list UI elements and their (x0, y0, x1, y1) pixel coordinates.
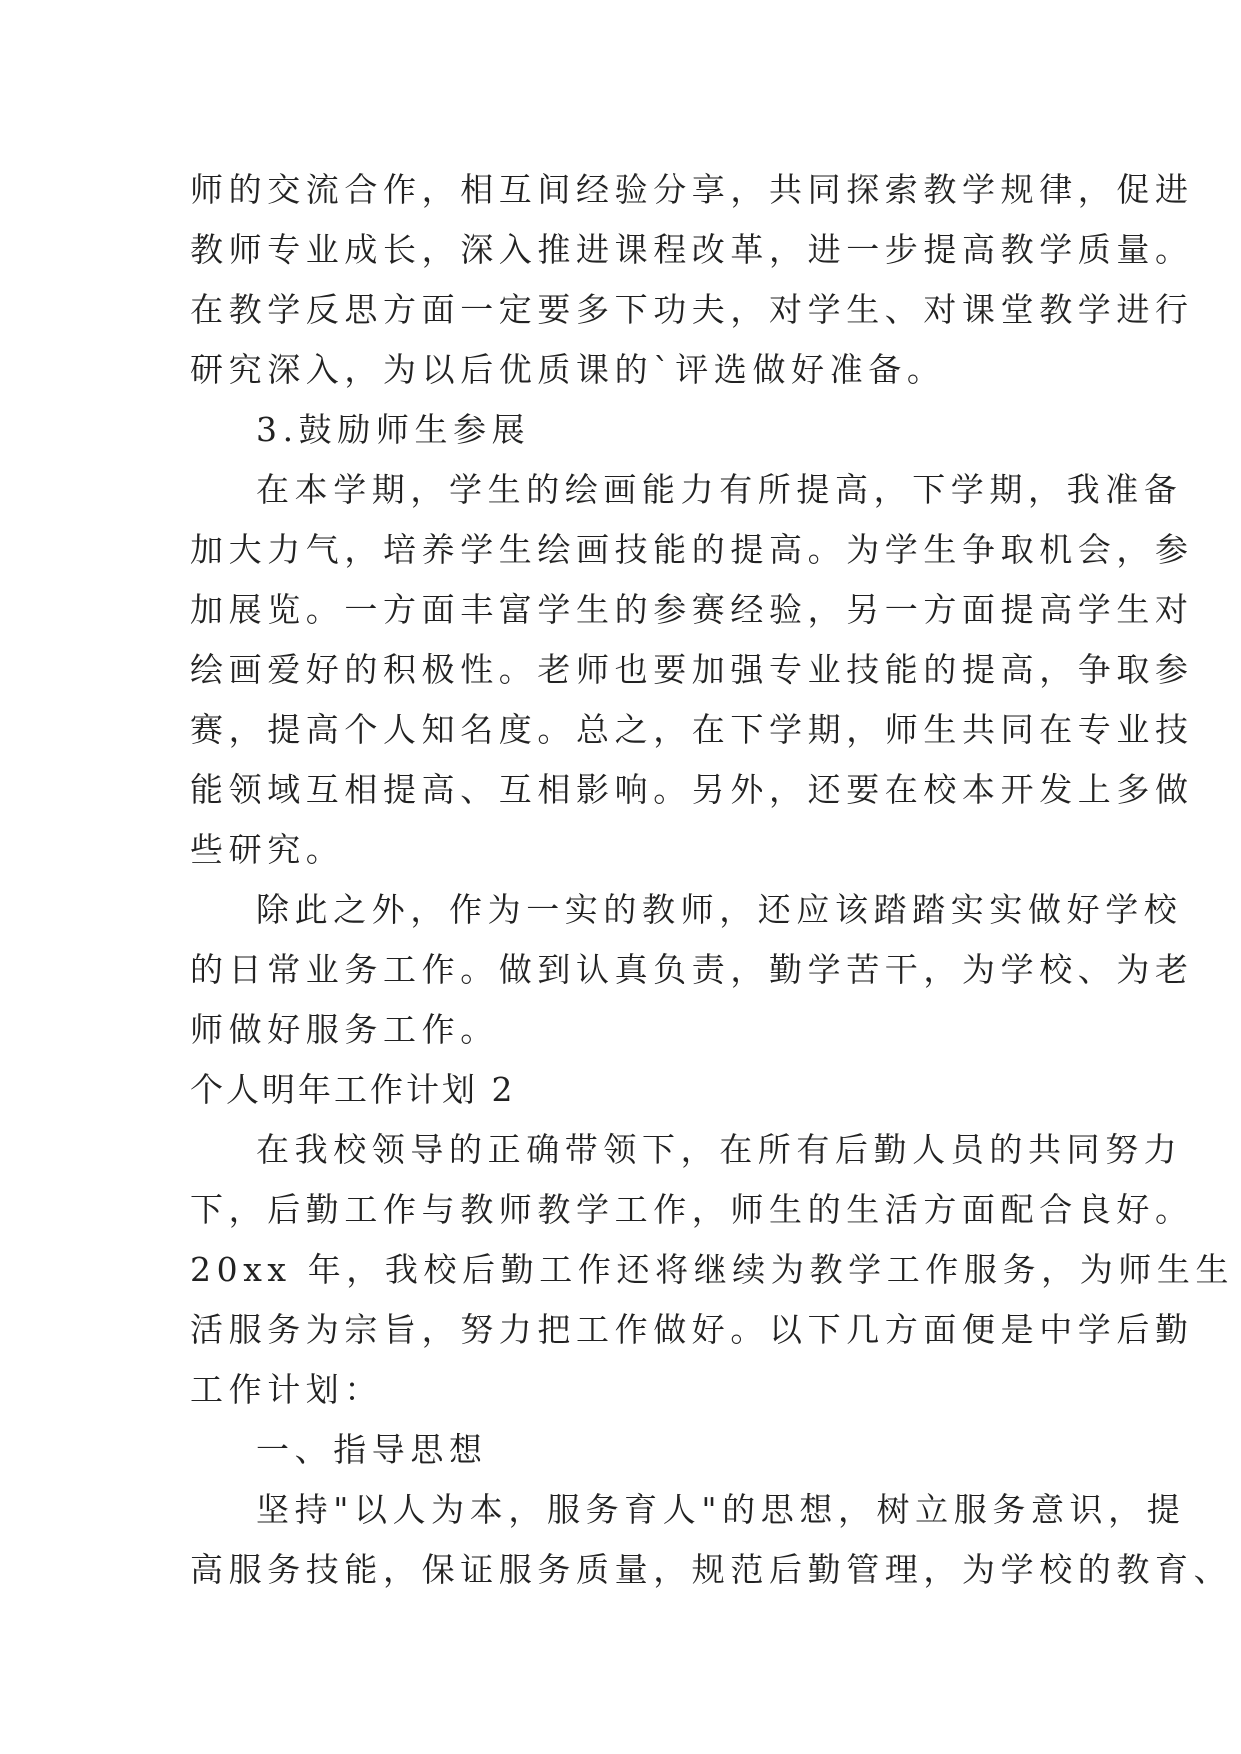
text-line: 活服务为宗旨，努力把工作做好。以下几方面便是中学后勤 (190, 1310, 1194, 1349)
text-line: 在我校领导的正确带领下，在所有后勤人员的共同努力 (256, 1130, 1183, 1169)
text-line: 除此之外，作为一实的教师，还应该踏踏实实做好学校 (256, 890, 1183, 929)
text-line: 在教学反思方面一定要多下功夫，对学生、对课堂教学进行 (190, 290, 1194, 329)
section-heading: 一、指导思想 (256, 1430, 488, 1469)
text-line: 高服务技能，保证服务质量，规范后勤管理，为学校的教育、 (190, 1550, 1233, 1589)
text-line: 20xx 年，我校后勤工作还将继续为教学工作服务，为师生生 (190, 1250, 1235, 1289)
text-line: 加展览。一方面丰富学生的参赛经验，另一方面提高学生对 (190, 590, 1194, 629)
document-title: 个人明年工作计划 2 (190, 1070, 516, 1109)
text-line: 研究深入，为以后优质课的`评选做好准备。 (190, 350, 946, 389)
text-line: 坚持"以人为本，服务育人"的思想，树立服务意识，提 (256, 1490, 1186, 1529)
text-line: 绘画爱好的积极性。老师也要加强专业技能的提高，争取参 (190, 650, 1194, 689)
text-line: 下，后勤工作与教师教学工作，师生的生活方面配合良好。 (190, 1190, 1194, 1229)
text-line: 些研究。 (190, 830, 345, 869)
text-line: 的日常业务工作。做到认真负责，勤学苦干，为学校、为老 (190, 950, 1194, 989)
text-line: 师的交流合作，相互间经验分享，共同探索教学规律，促进 (190, 170, 1194, 209)
text-line: 在本学期，学生的绘画能力有所提高，下学期，我准备 (256, 470, 1183, 509)
text-line: 能领域互相提高、互相影响。另外，还要在校本开发上多做 (190, 770, 1194, 809)
text-line: 加大力气，培养学生绘画技能的提高。为学生争取机会，参 (190, 530, 1194, 569)
text-line: 师做好服务工作。 (190, 1010, 499, 1049)
text-line: 赛，提高个人知名度。总之，在下学期，师生共同在专业技 (190, 710, 1194, 749)
section-heading: 3.鼓励师生参展 (256, 410, 531, 449)
text-line: 教师专业成长，深入推进课程改革，进一步提高教学质量。 (190, 230, 1194, 269)
text-line: 工作计划： (190, 1370, 383, 1409)
